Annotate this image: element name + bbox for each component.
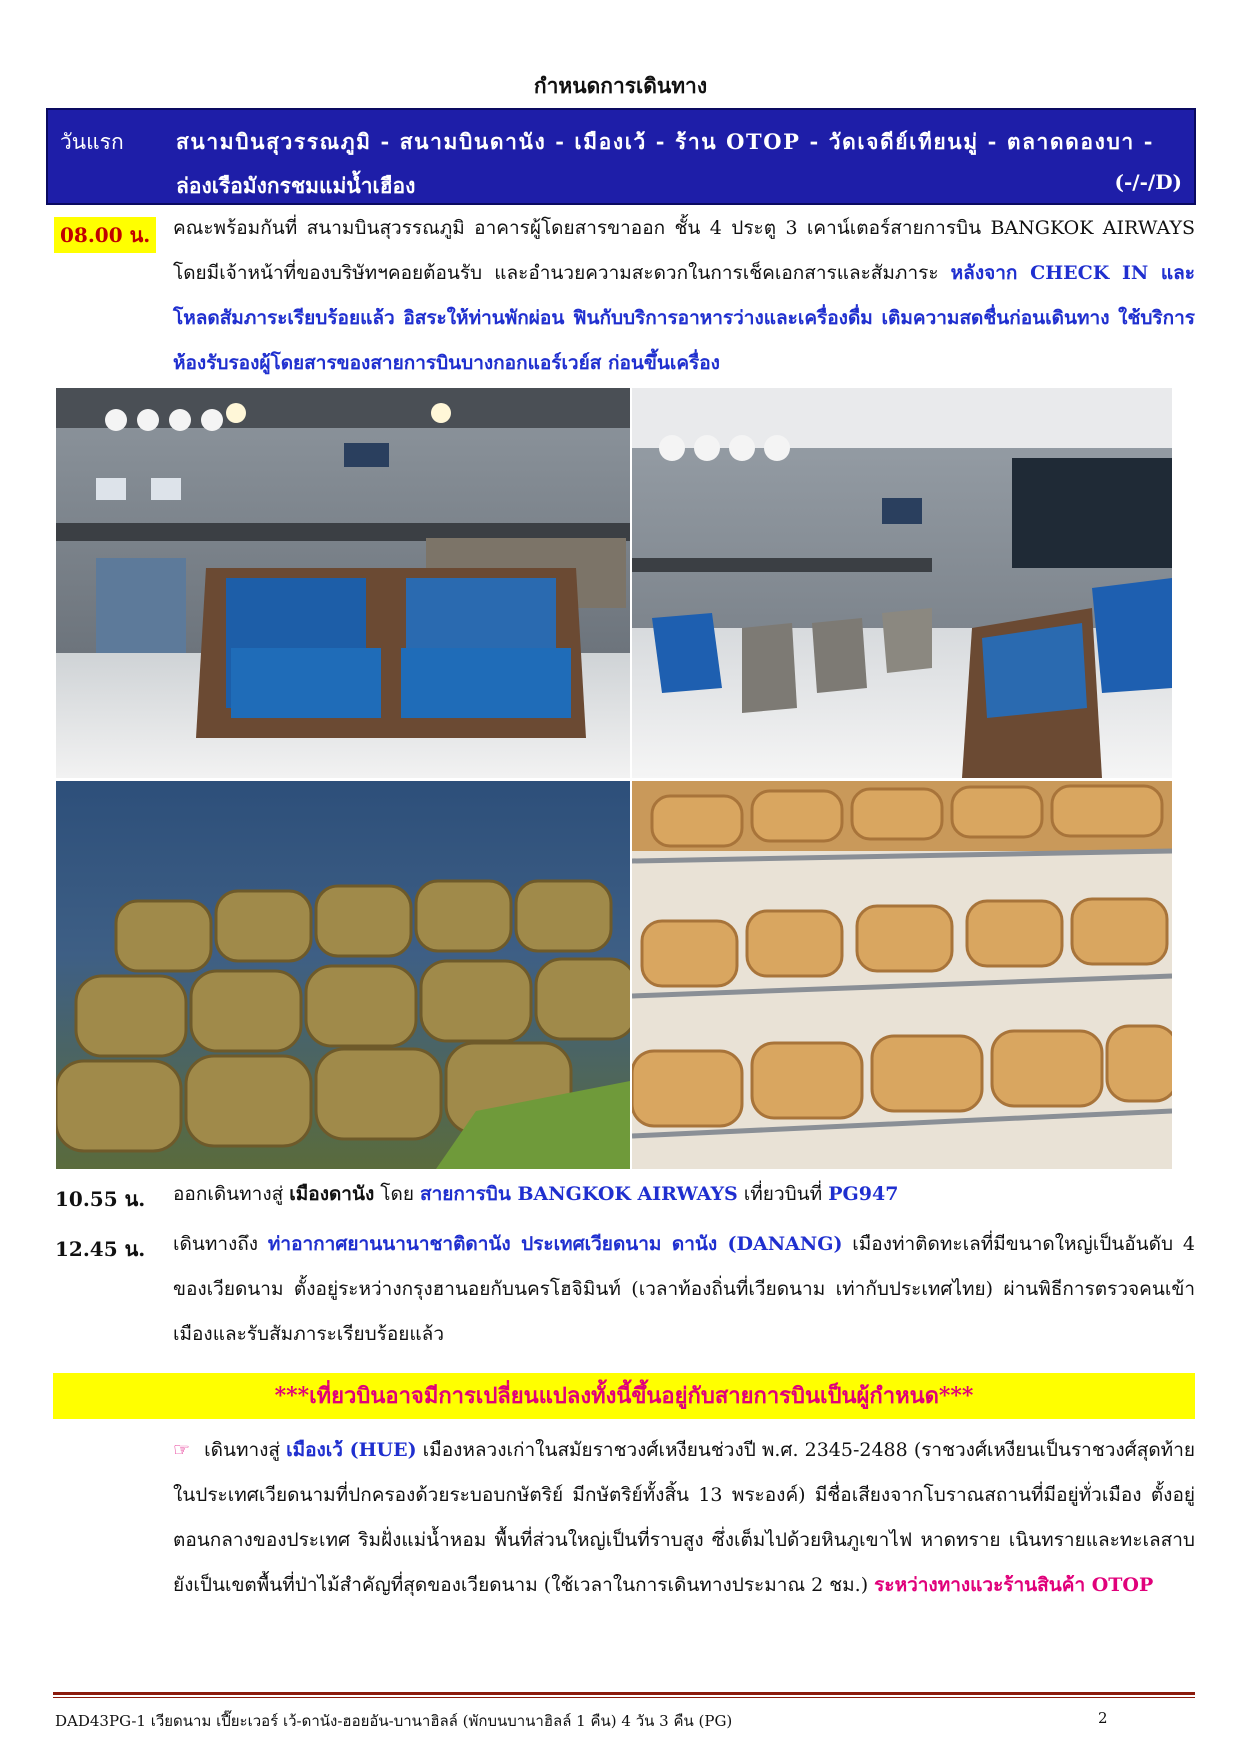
time-0800: 08.00 น.	[54, 217, 156, 253]
destination-danang: เมืองดานัง	[289, 1183, 375, 1205]
day-label: วันแรก	[60, 130, 124, 154]
flight-text-a: ออกเดินทางสู่	[173, 1183, 290, 1205]
leaf-wrapped-dessert-photo	[56, 781, 630, 1169]
hue-paragraph	[173, 1428, 1195, 1608]
airline-name: สายการบิน BANGKOK AIRWAYS	[420, 1183, 738, 1205]
hue-text-a: เดินทางสู่	[198, 1439, 287, 1461]
flight-paragraph	[173, 1172, 1195, 1217]
arrival-text-c: เมืองท่าติดทะเลที่มีขนาดใหญ่เป็นอันดับ 4 ของเวียดนาม ตั้งอยู่ระหว่างกรุงฮานอยกับนครโฮจิมินท์ (เวลาท้องถิ่นที่เวียดนาม เท่ากับประเทศไทย) ผ่านพิธีการตรวจคนเข้าเมืองและรับสัมภาระเรียบร้อยแล้ว	[173, 1233, 1195, 1345]
hue-city: เมืองเว้ (HUE)	[286, 1439, 417, 1461]
pointing-hand-icon: ☞	[173, 1439, 191, 1461]
departure-text: คณะพร้อมกันที่ สนามบินสุวรรณภูมิ อาคารผู้โดยสารขาออก ชั้น 4 ประตู 3 เคาน์เตอร์สายการบิน BANGKOK AIRWAYS โดยมีเจ้าหน้าที่ของบริษัทฯคอยต้อนรับ และอำนวยความสะดวกในการเช็คเอกสารและสัมภาระ	[173, 217, 1195, 284]
arrival-paragraph	[173, 1222, 1195, 1357]
route-line-2: ล่องเรือมังกรชมแม่น้ำเฮือง	[176, 173, 416, 198]
footer-program-code: DAD43PG-1 เวียดนาม เปี๊ยะเวอร์ เว้-ดานัง-ฮอยอัน-บานาฮิลล์ (พักบนบานาฮิลล์ 1 คืน) 4 วัน 3 คืน (PG)	[55, 1712, 733, 1730]
otop-stop: ระหว่างทางแวะร้านสินค้า OTOP	[874, 1574, 1154, 1596]
departure-paragraph	[173, 206, 1195, 386]
lounge-text: หลังจาก CHECK IN และ โหลดสัมภาระเรียบร้อยแล้ว อิสระให้ท่านพักผ่อน ฟินกับบริการอาหารว่างและเครื่องดื่ม เติมความสดชื่นก่อนเดินทาง ใช้บริการห้องรับรองผู้โดยสารของสายการบินบางกอกแอร์เวย์ส ก่อนขึ้นเครื่อง	[173, 262, 1196, 374]
lounge-hall-photo	[632, 388, 1172, 778]
danang-airport: ท่าอากาศยานนานาชาติดานัง ประเทศเวียดนาม ดานัง (DANANG)	[267, 1233, 843, 1255]
flight-text-e: เที่ยวบินที่	[737, 1183, 829, 1205]
time-1055: 10.55 น.	[55, 1187, 146, 1211]
flight-change-notice: ***เที่ยวบินอาจมีการเปลี่ยนแปลงทั้งนี้ขึ้นอยู่กับสายการบินเป็นผู้กำหนด***	[53, 1373, 1195, 1419]
hue-description: เมืองหลวงเก่าในสมัยราชวงศ์เหงียนช่วงปี พ.ศ. 2345-2488 (ราชวงศ์เหงียนเป็นราชวงศ์สุดท้ายในประเทศเวียดนามที่ปกครองด้วยระบอบกษัตริย์ มีกษัตริย์ทั้งสิ้น 13 พระองค์) มีชื่อเสียงจากโบราณสถานที่มีอยู่ทั่วเมือง ตั้งอยู่ตอนกลางของประเทศ ริมฝั่งแม่น้ำหอม พื้นที่ส่วนใหญ่เป็นที่ราบสูง ซึ่งเต็มไปด้วยหินภูเขาไฟ หาดทราย เนินทรายและทะเลสาบ ยังเป็นเขตพื้นที่ป่าไม้สำคัญที่สุดของเวียดนาม (ใช้เวลาในการเดินทางประมาณ 2 ชม.)	[173, 1439, 1196, 1596]
time-1245: 12.45 น.	[55, 1237, 146, 1261]
page-number: 2	[1098, 1709, 1108, 1727]
footer-rule-thin	[53, 1697, 1195, 1698]
flight-number: PG947	[828, 1183, 899, 1205]
footer-rule	[53, 1692, 1195, 1695]
day-banner	[46, 108, 1196, 205]
lounge-seating-photo	[56, 388, 630, 778]
flight-text-c: โดย	[374, 1183, 421, 1205]
pastries-rack-photo	[632, 781, 1172, 1169]
route-line-1: สนามบินสุวรรณภูมิ - สนามบินดานัง - เมืองเว้ - ร้าน OTOP - วัดเจดีย์เทียนมู่ - ตลาดดองบา -	[176, 129, 1155, 154]
arrival-text-a: เดินทางถึง	[173, 1233, 268, 1255]
meals-code: (-/-/D)	[1114, 170, 1182, 194]
page-title: กำหนดการเดินทาง	[533, 73, 708, 98]
